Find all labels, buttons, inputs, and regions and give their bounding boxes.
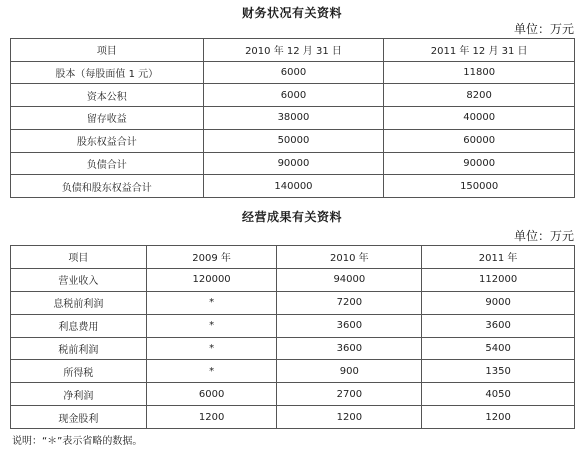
table-row xyxy=(11,360,575,383)
value-cell: * xyxy=(146,314,277,337)
value-cell: * xyxy=(146,337,277,360)
header-cell: 2009 年 xyxy=(146,246,277,269)
row-label: 股本（每股面值 1 元） xyxy=(11,61,204,84)
row-label: 利息费用 xyxy=(11,314,147,337)
value-cell: 900 xyxy=(277,360,422,383)
financial-position-title: 财务状况有关资料 xyxy=(241,6,342,20)
table-row xyxy=(11,383,575,406)
row-label: 税前利润 xyxy=(11,337,147,360)
value-cell: 5400 xyxy=(422,337,575,360)
value-cell: 4050 xyxy=(422,383,575,406)
row-label: 营业收入 xyxy=(11,268,147,291)
row-label: 留存收益 xyxy=(11,107,204,130)
value-cell: 94000 xyxy=(277,268,422,291)
row-label: 资本公积 xyxy=(11,84,204,107)
table-row xyxy=(11,406,575,429)
value-cell: 60000 xyxy=(384,129,575,152)
header-cell: 2010 年 12 月 31 日 xyxy=(203,39,384,62)
operating-results-table xyxy=(10,245,575,429)
value-cell: 50000 xyxy=(203,129,384,152)
header-cell: 2011 年 12 月 31 日 xyxy=(384,39,575,62)
table-row xyxy=(11,175,575,198)
table-header-row xyxy=(11,39,575,62)
row-label: 股东权益合计 xyxy=(11,129,204,152)
table-row xyxy=(11,291,575,314)
value-cell: * xyxy=(146,291,277,314)
value-cell: * xyxy=(146,360,277,383)
value-cell: 120000 xyxy=(146,268,277,291)
value-cell: 7200 xyxy=(277,291,422,314)
value-cell: 2700 xyxy=(277,383,422,406)
value-cell: 1350 xyxy=(422,360,575,383)
financial-position-unit: 单位：万元 xyxy=(513,22,574,36)
value-cell: 1200 xyxy=(146,406,277,429)
table-row xyxy=(11,107,575,130)
value-cell: 6000 xyxy=(146,383,277,406)
row-label: 净利润 xyxy=(11,383,147,406)
value-cell: 9000 xyxy=(422,291,575,314)
value-cell: 11800 xyxy=(384,61,575,84)
value-cell: 1200 xyxy=(277,406,422,429)
value-cell: 112000 xyxy=(422,268,575,291)
table-row xyxy=(11,61,575,84)
row-label: 现金股利 xyxy=(11,406,147,429)
header-cell: 项目 xyxy=(11,246,147,269)
financial-position-table xyxy=(10,38,575,198)
table-row xyxy=(11,337,575,360)
value-cell: 3600 xyxy=(277,314,422,337)
value-cell: 8200 xyxy=(384,84,575,107)
table-row xyxy=(11,268,575,291)
value-cell: 40000 xyxy=(384,107,575,130)
table-row xyxy=(11,84,575,107)
header-cell: 2011 年 xyxy=(422,246,575,269)
value-cell: 6000 xyxy=(203,84,384,107)
table-header-row xyxy=(11,246,575,269)
header-cell: 项目 xyxy=(11,39,204,62)
table-row xyxy=(11,129,575,152)
value-cell: 150000 xyxy=(384,175,575,198)
value-cell: 90000 xyxy=(384,152,575,175)
row-label: 负债合计 xyxy=(11,152,204,175)
value-cell: 6000 xyxy=(203,61,384,84)
footnote: 说明：“＊”表示省略的数据。 xyxy=(12,436,143,447)
header-cell: 2010 年 xyxy=(277,246,422,269)
row-label: 负债和股东权益合计 xyxy=(11,175,204,198)
table-row xyxy=(11,152,575,175)
value-cell: 90000 xyxy=(203,152,384,175)
operating-results-title: 经营成果有关资料 xyxy=(241,210,342,224)
value-cell: 3600 xyxy=(422,314,575,337)
value-cell: 1200 xyxy=(422,406,575,429)
operating-results-unit: 单位：万元 xyxy=(513,229,574,243)
row-label: 所得税 xyxy=(11,360,147,383)
table-row xyxy=(11,314,575,337)
row-label: 息税前利润 xyxy=(11,291,147,314)
value-cell: 140000 xyxy=(203,175,384,198)
value-cell: 38000 xyxy=(203,107,384,130)
value-cell: 3600 xyxy=(277,337,422,360)
